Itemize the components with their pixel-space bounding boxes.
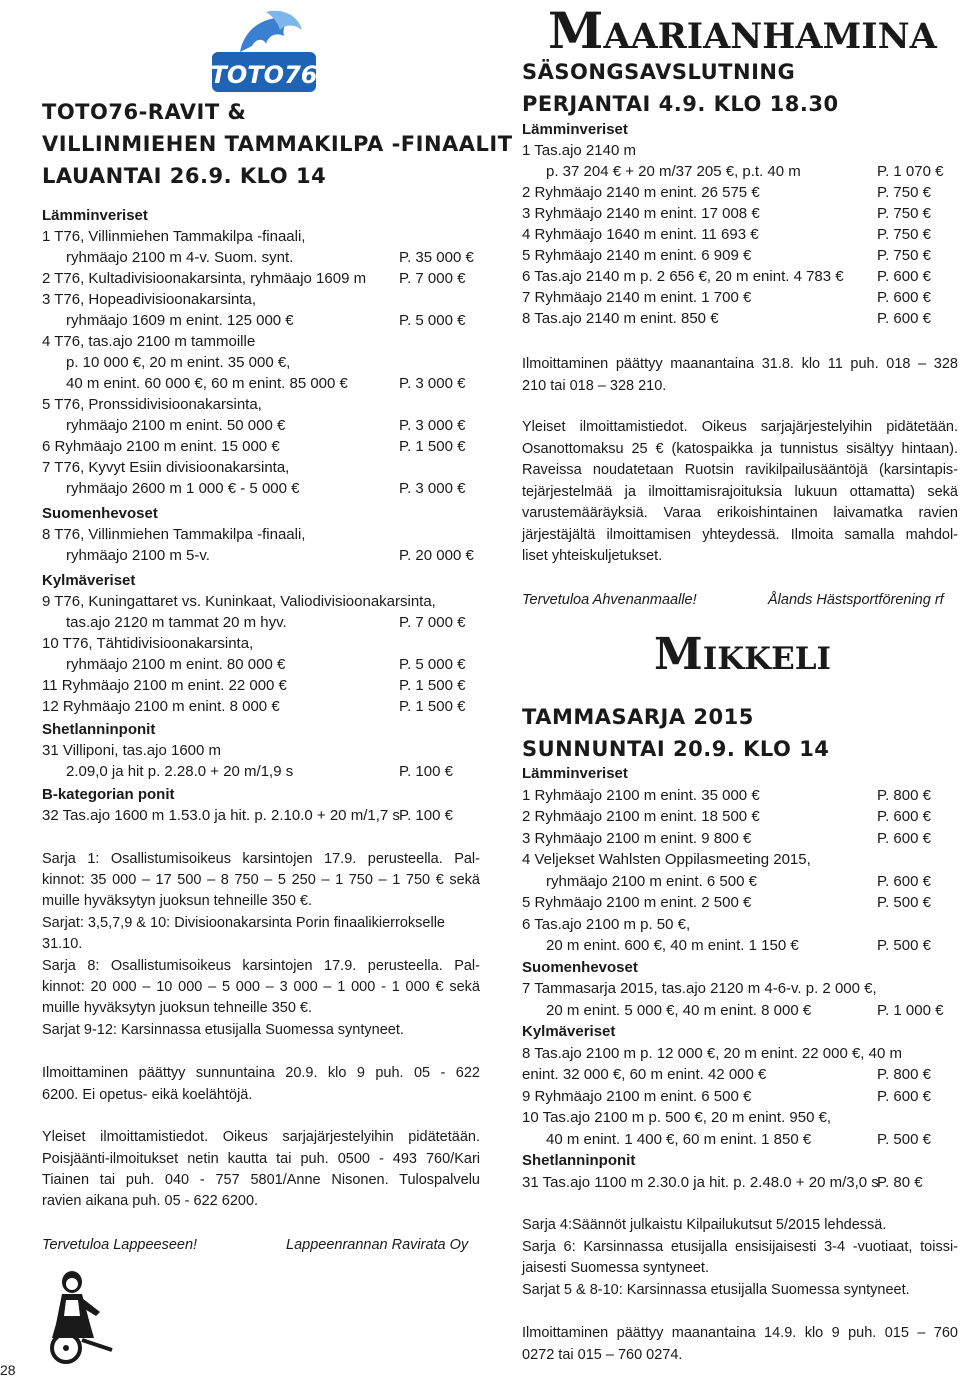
race-prize: P. 3 000 € (399, 417, 466, 434)
race-line: ryhmäajo 2100 m enint. 80 000 € (66, 656, 286, 673)
race-line: p. 37 204 € + 20 m/37 205 €, p.t. 40 m (546, 163, 801, 180)
note-line: Sarja 1: Osallistumisoikeus karsintojen 17.9. perusteella. Pal- (42, 851, 480, 867)
race-line: 9 Ryhmäajo 2100 m enint. 6 500 € (522, 1088, 752, 1105)
note-line: Sarja 8: Osallistumisoikeus karsintojen 17.9. perusteella. Pal- (42, 958, 480, 974)
race-prize: P. 3 000 € (399, 480, 466, 497)
event-title-line-1: TOTO76-RAVIT & (42, 100, 247, 124)
race-prize: P. 20 000 € (399, 547, 474, 564)
section-heading: Kylmäveriset (522, 1023, 616, 1040)
race-line: 11 Ryhmäajo 2100 m enint. 22 000 € (42, 677, 287, 694)
race-line: 7 T76, Kyvyt Esiin divisioonakarsinta, (42, 459, 290, 476)
note-line: muille hyväksytyn juoksun tehneille 350 €. (42, 1000, 313, 1016)
race-line: 2 Ryhmäajo 2140 m enint. 26 575 € (522, 184, 760, 201)
event-date: PERJANTAI 4.9. KLO 18.30 (522, 92, 839, 116)
race-prize: P. 80 € (877, 1174, 923, 1191)
section-heading: B-kategorian ponit (42, 786, 175, 803)
event-date: SUNNUNTAI 20.9. KLO 14 (522, 737, 830, 761)
section-heading: Shetlanninponit (42, 721, 156, 738)
note-line: kinnot: 20 000 – 10 000 – 5 000 – 3 000 – 1 000 - 1 000 € sekä (42, 979, 480, 995)
section-heading: Shetlanninponit (522, 1152, 636, 1169)
note-line: Raveissa noudatetaan Ruotsin ravikilpailusääntöjä (karsintapis- (522, 462, 958, 478)
race-line: ryhmäajo 2100 m 5-v. (66, 547, 210, 564)
note-line: jaisesti Suomessa syntyneet. (522, 1260, 709, 1276)
section-heading: Suomenhevoset (42, 505, 158, 522)
race-line: 9 T76, Kuningattaret vs. Kuninkaat, Valiodivisioonakarsinta, (42, 593, 436, 610)
race-line: tas.ajo 2120 m tammat 20 m hyv. (66, 614, 287, 631)
note-line: Ilmoittaminen päättyy maanantaina 31.8. klo 11 puh. 018 – 328 (522, 356, 958, 372)
note-line: Ilmoittaminen päättyy maanantaina 14.9. klo 9 puh. 015 – 760 (522, 1325, 958, 1341)
race-prize: P. 600 € (877, 808, 931, 825)
race-line: 5 T76, Pronssidivisioonakarsinta, (42, 396, 262, 413)
race-line: 8 Tas.ajo 2100 m p. 12 000 €, 20 m enint. 22 000 €, 40 m (522, 1045, 902, 1062)
race-prize: P. 600 € (877, 830, 931, 847)
race-line: 40 m enint. 60 000 €, 60 m enint. 85 000 € (66, 375, 348, 392)
note-line: Ilmoittaminen päättyy sunnuntaina 20.9. klo 9 puh. 05 - 622 (42, 1065, 480, 1081)
race-prize: P. 750 € (877, 226, 931, 243)
race-line: 2 Ryhmäajo 2100 m enint. 18 500 € (522, 808, 760, 825)
race-prize: P. 750 € (877, 205, 931, 222)
race-prize: P. 35 000 € (399, 249, 474, 266)
race-line: 3 Ryhmäajo 2100 m enint. 9 800 € (522, 830, 752, 847)
race-prize: P. 750 € (877, 184, 931, 201)
sulky-driver-illustration (42, 1268, 114, 1368)
note-line: 6200. Ei opetus- eikä koelähtöjä. (42, 1087, 253, 1103)
note-line: varustemääräyksiä. Varaa erikoishintainen laivamatka ravien (522, 505, 958, 521)
race-prize: P. 500 € (877, 894, 931, 911)
race-prize: P. 600 € (877, 1088, 931, 1105)
race-prize: P. 1 500 € (399, 677, 466, 694)
race-line: ryhmäajo 1609 m enint. 125 000 € (66, 312, 294, 329)
note-line: Yleiset ilmoittamistiedot. Oikeus sarjajärjestelyihin pidätetään. (522, 419, 958, 435)
race-line: 5 Ryhmäajo 2100 m enint. 2 500 € (522, 894, 752, 911)
race-line: 8 Tas.ajo 2140 m enint. 850 € (522, 310, 719, 327)
note-line: Sarjat: 3,5,7,9 & 10: Divisioonakarsinta Porin finaalikierrokselle (42, 915, 445, 931)
race-line: 6 Ryhmäajo 2100 m enint. 15 000 € (42, 438, 280, 455)
venue-title-maarianhamina: Maarianhamina (548, 1, 937, 60)
note-line: liset yhteiskuljetukset. (522, 548, 663, 564)
race-line: 6 Tas.ajo 2140 m p. 2 656 €, 20 m enint. 4 783 € (522, 268, 844, 285)
race-line: 8 T76, Villinmiehen Tammakilpa -finaali, (42, 526, 306, 543)
section-heading: Lämminveriset (42, 207, 148, 224)
race-prize: P. 600 € (877, 873, 931, 890)
race-line: 4 T76, tas.ajo 2100 m tammoille (42, 333, 256, 350)
race-line: 20 m enint. 5 000 €, 40 m enint. 8 000 € (546, 1002, 812, 1019)
race-line: 7 Ryhmäajo 2140 m enint. 1 700 € (522, 289, 752, 306)
race-prize: P. 1 000 € (877, 1002, 944, 1019)
note-line: 0272 tai 015 – 760 0274. (522, 1347, 683, 1363)
race-line: p. 10 000 €, 20 m enint. 35 000 €, (66, 354, 291, 371)
race-prize: P. 800 € (877, 787, 931, 804)
note-line: Tiainen tai puh. 040 - 757 5801/Anne Nisonen. Tulospalvelu (42, 1172, 480, 1188)
race-line: 31 Tas.ajo 1100 m 2.30.0 ja hit. p. 2.48.0 + 20 m/3,0 s (522, 1174, 879, 1191)
race-prize: P. 600 € (877, 310, 931, 327)
race-line: 1 Ryhmäajo 2100 m enint. 35 000 € (522, 787, 760, 804)
race-line: 2 T76, Kultadivisioonakarsinta, ryhmäajo 1609 m (42, 270, 367, 287)
race-prize: P. 100 € (399, 763, 453, 780)
race-line: 2.09,0 ja hit p. 2.28.0 + 20 m/1,9 s (66, 763, 294, 780)
race-line: 10 T76, Tähtidivisioonakarsinta, (42, 635, 254, 652)
race-line: enint. 32 000 €, 60 m enint. 42 000 € (522, 1066, 767, 1083)
welcome-text: Tervetuloa Lappeeseen! (42, 1237, 198, 1253)
note-line: kinnot: 35 000 – 17 500 – 8 750 – 5 250 – 1 750 – 1 750 € sekä (42, 872, 480, 888)
race-line: 1 Tas.ajo 2140 m (522, 142, 636, 159)
race-prize: P. 500 € (877, 937, 931, 954)
organizer-text: Lappeenrannan Ravirata Oy (286, 1237, 469, 1253)
event-title-line-2: VILLINMIEHEN TAMMAKILPA -FINAALIT (42, 132, 513, 156)
note-line: Yleiset ilmoittamistiedot. Oikeus sarjajärjestelyihin pidätetään. (42, 1129, 480, 1145)
note-line: ravien aikana puh. 05 - 622 6200. (42, 1193, 259, 1209)
race-line: ryhmäajo 2100 m enint. 50 000 € (66, 417, 286, 434)
race-prize: P. 100 € (399, 807, 453, 824)
race-line: 6 Tas.ajo 2100 m p. 50 €, (522, 916, 691, 933)
note-line: 31.10. (42, 936, 83, 952)
race-prize: P. 500 € (877, 1131, 931, 1148)
race-prize: P. 7 000 € (399, 270, 466, 287)
toto76-logo (210, 8, 318, 94)
logo-text: TOTO76 (210, 61, 318, 89)
page-number: 28 (0, 1362, 16, 1378)
race-prize: P. 1 070 € (877, 163, 944, 180)
race-line: 5 Ryhmäajo 2140 m enint. 6 909 € (522, 247, 752, 264)
race-prize: P. 1 500 € (399, 438, 466, 455)
race-line: 1 T76, Villinmiehen Tammakilpa -finaali, (42, 228, 306, 245)
section-heading: Suomenhevoset (522, 959, 638, 976)
race-prize: P. 800 € (877, 1066, 931, 1083)
note-line: 210 tai 018 – 328 210. (522, 378, 667, 394)
race-line: 32 Tas.ajo 1600 m 1.53.0 ja hit. p. 2.10.0 + 20 m/1,7 s (42, 807, 400, 824)
race-line: 31 Villiponi, tas.ajo 1600 m (42, 742, 222, 759)
race-prize: P. 3 000 € (399, 375, 466, 392)
event-title-line-3: LAUANTAI 26.9. KLO 14 (42, 164, 327, 188)
race-line: 7 Tammasarja 2015, tas.ajo 2120 m 4-6-v. p. 2 000 €, (522, 980, 877, 997)
race-line: ryhmäajo 2100 m enint. 6 500 € (546, 873, 757, 890)
race-prize: P. 5 000 € (399, 656, 466, 673)
race-prize: P. 1 500 € (399, 698, 466, 715)
race-line: 10 Tas.ajo 2100 m p. 500 €, 20 m enint. 950 €, (522, 1109, 832, 1126)
note-line: Sarjat 9-12: Karsinnassa etusijalla Suomessa syntyneet. (42, 1022, 404, 1038)
note-line: järjestäjältä ilmoittamisen yhteydessä. Ilmoita samalla mahdol- (522, 527, 958, 543)
event-subtitle: TAMMASARJA 2015 (522, 705, 754, 729)
race-line: ryhmäajo 2100 m 4-v. Suom. synt. (66, 249, 294, 266)
event-subtitle: SÄSONGSAVSLUTNING (522, 60, 796, 84)
race-line: 4 Ryhmäajo 1640 m enint. 11 693 € (522, 226, 759, 243)
organizer-text: Ålands Hästsportförening rf (768, 592, 944, 608)
race-prize: P. 5 000 € (399, 312, 466, 329)
note-line: muille hyväksytyn juoksun tehneille 350 €. (42, 893, 313, 909)
race-line: 40 m enint. 1 400 €, 60 m enint. 1 850 € (546, 1131, 812, 1148)
note-line: Poisjäänti-ilmoitukset netin kautta tai puh. 0500 - 493 760/Kari (42, 1151, 480, 1167)
section-heading: Kylmäveriset (42, 572, 136, 589)
section-heading: Lämminveriset (522, 121, 628, 138)
section-heading: Lämminveriset (522, 765, 628, 782)
race-line: 20 m enint. 600 €, 40 m enint. 1 150 € (546, 937, 799, 954)
welcome-text: Tervetuloa Ahvenanmaalle! (522, 592, 697, 608)
race-prize: P. 600 € (877, 268, 931, 285)
note-line: Sarja 4:Säännöt julkaistu Kilpailukutsut 5/2015 lehdessä. (522, 1217, 887, 1233)
race-line: 3 Ryhmäajo 2140 m enint. 17 008 € (522, 205, 760, 222)
race-prize: P. 600 € (877, 289, 931, 306)
note-line: Sarja 6: Karsinnassa etusijalla ensisijaisesti 3-4 -vuotiaat, toissi- (522, 1239, 958, 1255)
race-prize: P. 750 € (877, 247, 931, 264)
race-line: ryhmäajo 2600 m 1 000 € - 5 000 € (66, 480, 300, 497)
race-line: 4 Veljekset Wahlsten Oppilasmeeting 2015, (522, 851, 811, 868)
note-line: Osanottomaksu 25 € (katospaikka ja tunnistus sisältyy hintaan). (522, 441, 958, 457)
race-prize: P. 7 000 € (399, 614, 466, 631)
race-line: 3 T76, Hopeadivisioonakarsinta, (42, 291, 257, 308)
note-line: tejärjestelmää ja ilmoittamisrajoituksia lukuun ottamatta) sekä (522, 484, 958, 500)
venue-title-mikkeli: Mikkeli (654, 629, 832, 680)
note-line: Sarjat 5 & 8-10: Karsinnassa etusijalla Suomessa syntyneet. (522, 1282, 910, 1298)
race-line: 12 Ryhmäajo 2100 m enint. 8 000 € (42, 698, 280, 715)
